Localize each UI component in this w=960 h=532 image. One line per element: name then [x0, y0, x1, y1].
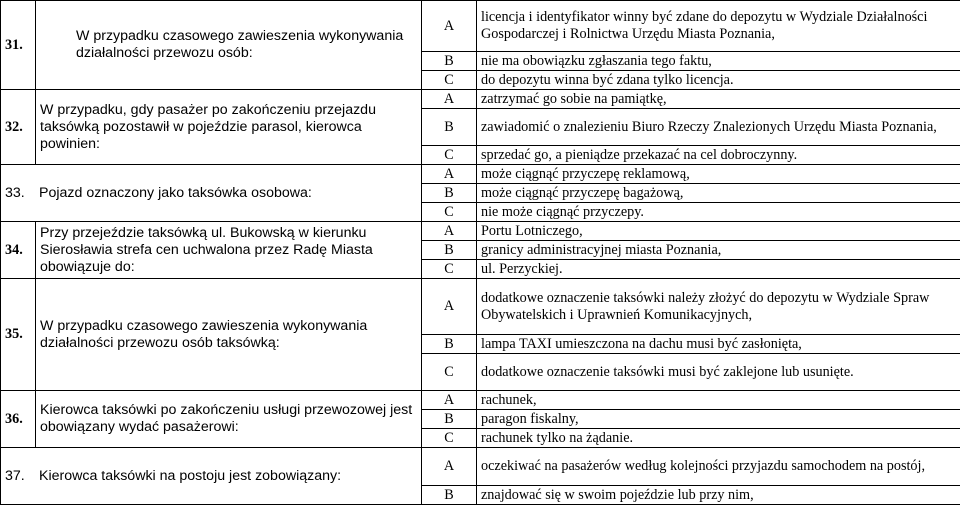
- answer-text: nie ma obowiązku zgłaszania tego faktu,: [477, 52, 960, 71]
- question-row-34: [1, 222, 960, 241]
- answer-letter: A: [422, 1, 477, 52]
- question-row-31: [1, 1, 960, 52]
- question-number: 31.: [1, 1, 36, 90]
- answer-text: rachunek,: [477, 391, 960, 410]
- answer-text: lampa TAXI umieszczona na dachu musi być zasłonięta,: [477, 335, 960, 354]
- question-row-35: [1, 279, 960, 335]
- answer-letter: B: [422, 486, 477, 505]
- answer-text: granicy administracyjnej miasta Poznania,: [477, 241, 960, 260]
- answer-letter: C: [422, 146, 477, 165]
- answer-text: oczekiwać na pasażerów według kolejności przyjazdu samochodem na postój,: [477, 448, 960, 486]
- answer-text: dodatkowe oznaczenie taksówki musi być zaklejone lub usunięte.: [477, 354, 960, 391]
- answer-text: dodatkowe oznaczenie taksówki należy złożyć do depozytu w Wydziale Spraw Obywatelskich i Uprawnień Komunikacyjnych,: [477, 279, 960, 335]
- question-text: [1, 165, 422, 222]
- answer-letter: B: [422, 410, 477, 429]
- question-row-32: [1, 90, 960, 109]
- question-row-33: [1, 165, 960, 184]
- answer-letter: C: [422, 71, 477, 90]
- question-text: Kierowca taksówki po zakończeniu usługi przewozowej jest obowiązany wydać pasażerowi:: [36, 391, 422, 448]
- answer-letter: A: [422, 222, 477, 241]
- question-number: 37.: [5, 467, 25, 484]
- answer-letter: C: [422, 354, 477, 391]
- answer-text: nie może ciągnąć przyczepy.: [477, 203, 960, 222]
- answer-text: może ciągnąć przyczepę reklamową,: [477, 165, 960, 184]
- question-text: W przypadku czasowego zawieszenia wykonywania działalności przewozu osób:: [36, 1, 422, 90]
- question-number: 33.: [5, 184, 25, 201]
- answer-text: licencja i identyfikator winny być zdane do depozytu w Wydziale Działalności Gospodarczej i Rolnictwa Urzędu Miasta Poznania,: [477, 1, 960, 52]
- answer-letter: C: [422, 260, 477, 279]
- answer-text: może ciągnąć przyczepę bagażową,: [477, 184, 960, 203]
- question-text-inline: Kierowca taksówki na postoju jest zobowiązany:: [39, 467, 342, 484]
- question-text-inline: Pojazd oznaczony jako taksówka osobowa:: [39, 184, 312, 201]
- answer-letter: A: [422, 448, 477, 486]
- answer-letter: B: [422, 241, 477, 260]
- question-text: W przypadku czasowego zawieszenia wykonywania działalności przewozu osób taksówką:: [36, 279, 422, 391]
- answer-text: rachunek tylko na żądanie.: [477, 429, 960, 448]
- answer-text: Portu Lotniczego,: [477, 222, 960, 241]
- answer-letter: A: [422, 90, 477, 109]
- question-text: [1, 448, 422, 505]
- question-row-36: [1, 391, 960, 410]
- question-number: 32.: [1, 90, 36, 165]
- answer-text: zatrzymać go sobie na pamiątkę,: [477, 90, 960, 109]
- answer-text: znajdować się w swoim pojeździe lub przy nim,: [477, 486, 960, 505]
- answer-text: zawiadomić o znalezieniu Biuro Rzeczy Znalezionych Urzędu Miasta Poznania,: [477, 109, 960, 146]
- question-number: 36.: [1, 391, 36, 448]
- answer-text: paragon fiskalny,: [477, 410, 960, 429]
- answer-letter: B: [422, 335, 477, 354]
- question-text: W przypadku, gdy pasażer po zakończeniu przejazdu taksówką pozostawił w pojeździe parasol, kierowca powinien:: [36, 90, 422, 165]
- question-number: 35.: [1, 279, 36, 391]
- answer-letter: B: [422, 52, 477, 71]
- answer-letter: A: [422, 165, 477, 184]
- answer-text: do depozytu winna być zdana tylko licencja.: [477, 71, 960, 90]
- answer-letter: C: [422, 429, 477, 448]
- question-number: 34.: [1, 222, 36, 279]
- question-text: Przy przejeździe taksówką ul. Bukowską w kierunku Sierosławia strefa cen uchwalona przez Radę Miasta obowiązuje do:: [36, 222, 422, 279]
- answer-letter: B: [422, 184, 477, 203]
- answer-letter: C: [422, 203, 477, 222]
- answer-letter: B: [422, 109, 477, 146]
- answer-letter: A: [422, 391, 477, 410]
- answer-text: sprzedać go, a pieniądze przekazać na cel dobroczynny.: [477, 146, 960, 165]
- answer-letter: A: [422, 279, 477, 335]
- answer-text: ul. Perzyckiej.: [477, 260, 960, 279]
- question-row-37: [1, 448, 960, 486]
